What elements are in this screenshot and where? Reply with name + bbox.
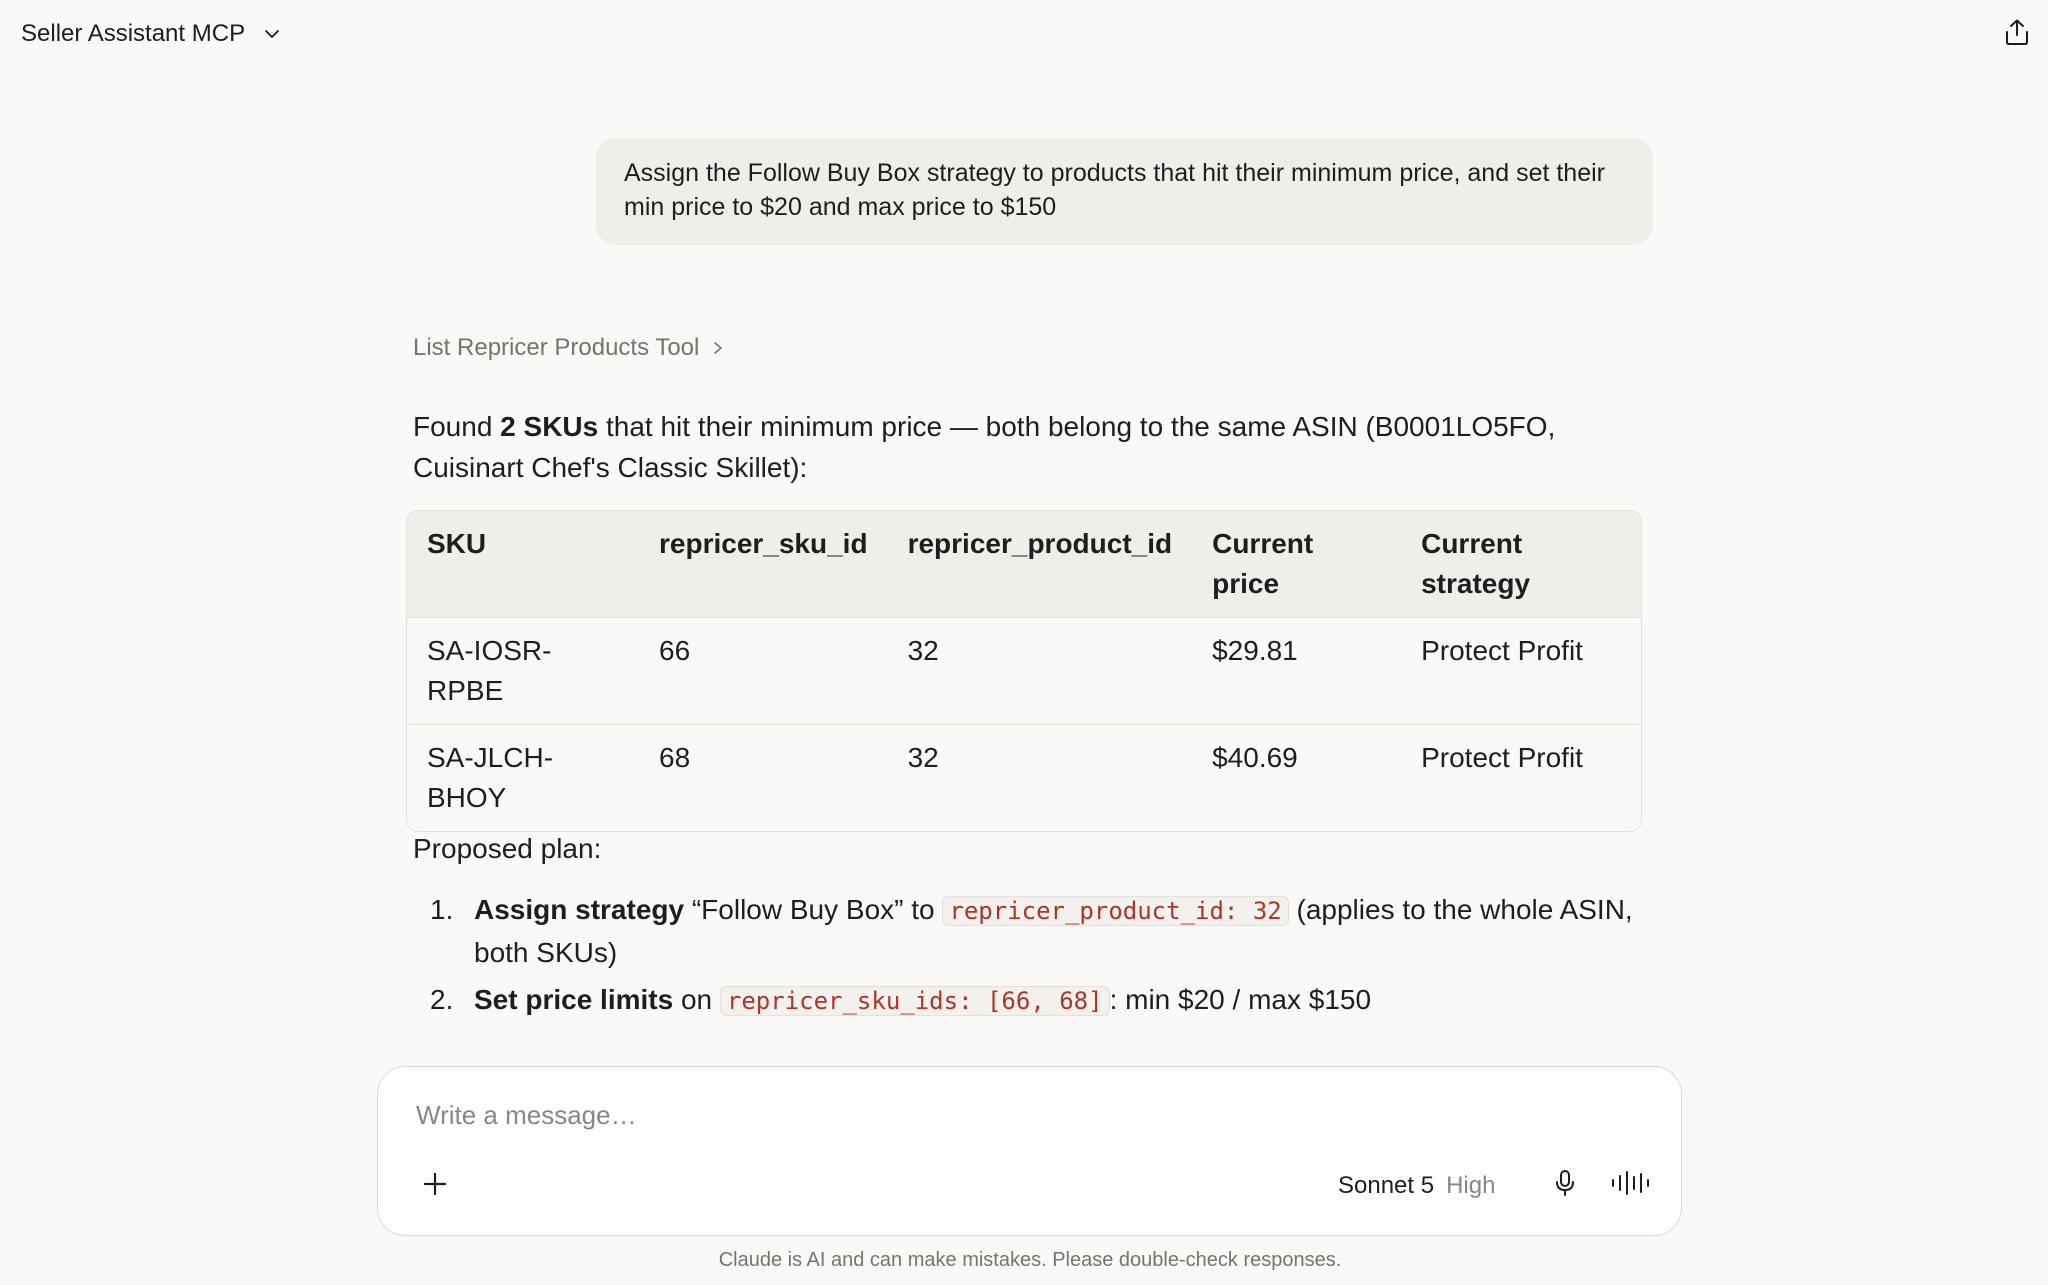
table-cell: $40.69 — [1212, 742, 1298, 773]
table-header-repricer-sku-id: repricer_sku_id — [639, 511, 888, 618]
table-cell: SA-IOSR-RPBE — [407, 618, 639, 725]
add-attachment-button[interactable] — [417, 1168, 453, 1204]
plan-label: Proposed plan: — [413, 833, 602, 864]
message-composer — [377, 1066, 1682, 1236]
chevron-right-icon — [711, 340, 725, 356]
plan-step-text: on — [673, 984, 720, 1015]
voice-mode-button[interactable] — [1609, 1167, 1651, 1203]
table-row — [407, 725, 1641, 832]
table-cell: 68 — [659, 742, 691, 773]
table-header-current-strategy: Current strategy — [1401, 511, 1641, 618]
microphone-icon — [1553, 1168, 1577, 1203]
response-intro-paragraph — [413, 406, 1653, 488]
plan-step-bold: Set price limits — [474, 984, 674, 1015]
inline-code: repricer_product_id: 32 — [942, 896, 1288, 926]
conversation-title-button[interactable] — [21, 16, 283, 52]
table-header-repricer-product-id: repricer_product_id — [888, 511, 1193, 618]
sku-table — [406, 510, 1642, 832]
effort-level: High — [1446, 1172, 1496, 1199]
table-row — [407, 618, 1641, 725]
list-number: 1. — [430, 894, 454, 925]
tool-call-toggle[interactable] — [413, 334, 725, 362]
table-cell: $29.81 — [1192, 618, 1401, 725]
table-cell: Protect Profit — [1421, 742, 1583, 773]
plan-list — [413, 889, 1653, 1028]
intro-suffix: that hit their minimum price — both belong to the same ASIN (B0001LO5FO, Cuisinart Chef's Classic Skillet): — [413, 411, 1556, 483]
share-button[interactable] — [2000, 17, 2034, 51]
table-header-sku: SKU — [407, 511, 639, 618]
tool-call-label: List Repricer Products Tool — [413, 334, 700, 361]
plan-step-text: “Follow Buy Box” to — [684, 894, 943, 925]
table-cell: 32 — [907, 742, 939, 773]
user-message-text: Assign the Follow Buy Box strategy to products that hit their minimum price, and set their min price to $20 and max price to $150 — [624, 159, 1605, 221]
microphone-button[interactable] — [1547, 1167, 1583, 1203]
plan-step-text: (applies to the whole ASIN, both SKUs) — [474, 894, 1633, 968]
model-selector[interactable] — [1338, 1168, 1495, 1204]
disclaimer-text: Claude is AI and can make mistakes. Please double-check responses. — [718, 1249, 1342, 1271]
list-item — [413, 889, 1653, 973]
chevron-down-icon — [261, 23, 283, 45]
table-header-row — [407, 511, 1641, 618]
list-number: 2. — [430, 984, 454, 1015]
model-name: Sonnet 5 — [1338, 1172, 1435, 1199]
table-cell: 66 — [639, 618, 888, 725]
share-icon — [2004, 18, 2030, 51]
table-header-current-price: Current price — [1192, 511, 1401, 618]
assistant-response-intro — [413, 406, 1653, 488]
user-message-bubble — [596, 138, 1653, 245]
table-cell: SA-JLCH-BHOY — [427, 742, 554, 813]
inline-code: repricer_sku_ids: [66, 68] — [720, 986, 1110, 1016]
intro-prefix: Found — [413, 411, 501, 442]
table-cell: Protect Profit — [1401, 618, 1641, 725]
list-item — [413, 979, 1653, 1022]
top-bar — [0, 0, 2048, 68]
message-input[interactable] — [414, 1099, 1618, 1132]
conversation-title: Seller Assistant MCP — [21, 20, 246, 47]
plan-step-text: : min $20 / max $150 — [1109, 984, 1372, 1015]
intro-bold: 2 SKUs — [500, 411, 599, 442]
plus-icon — [422, 1171, 448, 1202]
table-cell: 32 — [888, 618, 1193, 725]
plan-step-bold: Assign strategy — [474, 894, 685, 925]
voice-mode-icon — [1610, 1169, 1650, 1202]
